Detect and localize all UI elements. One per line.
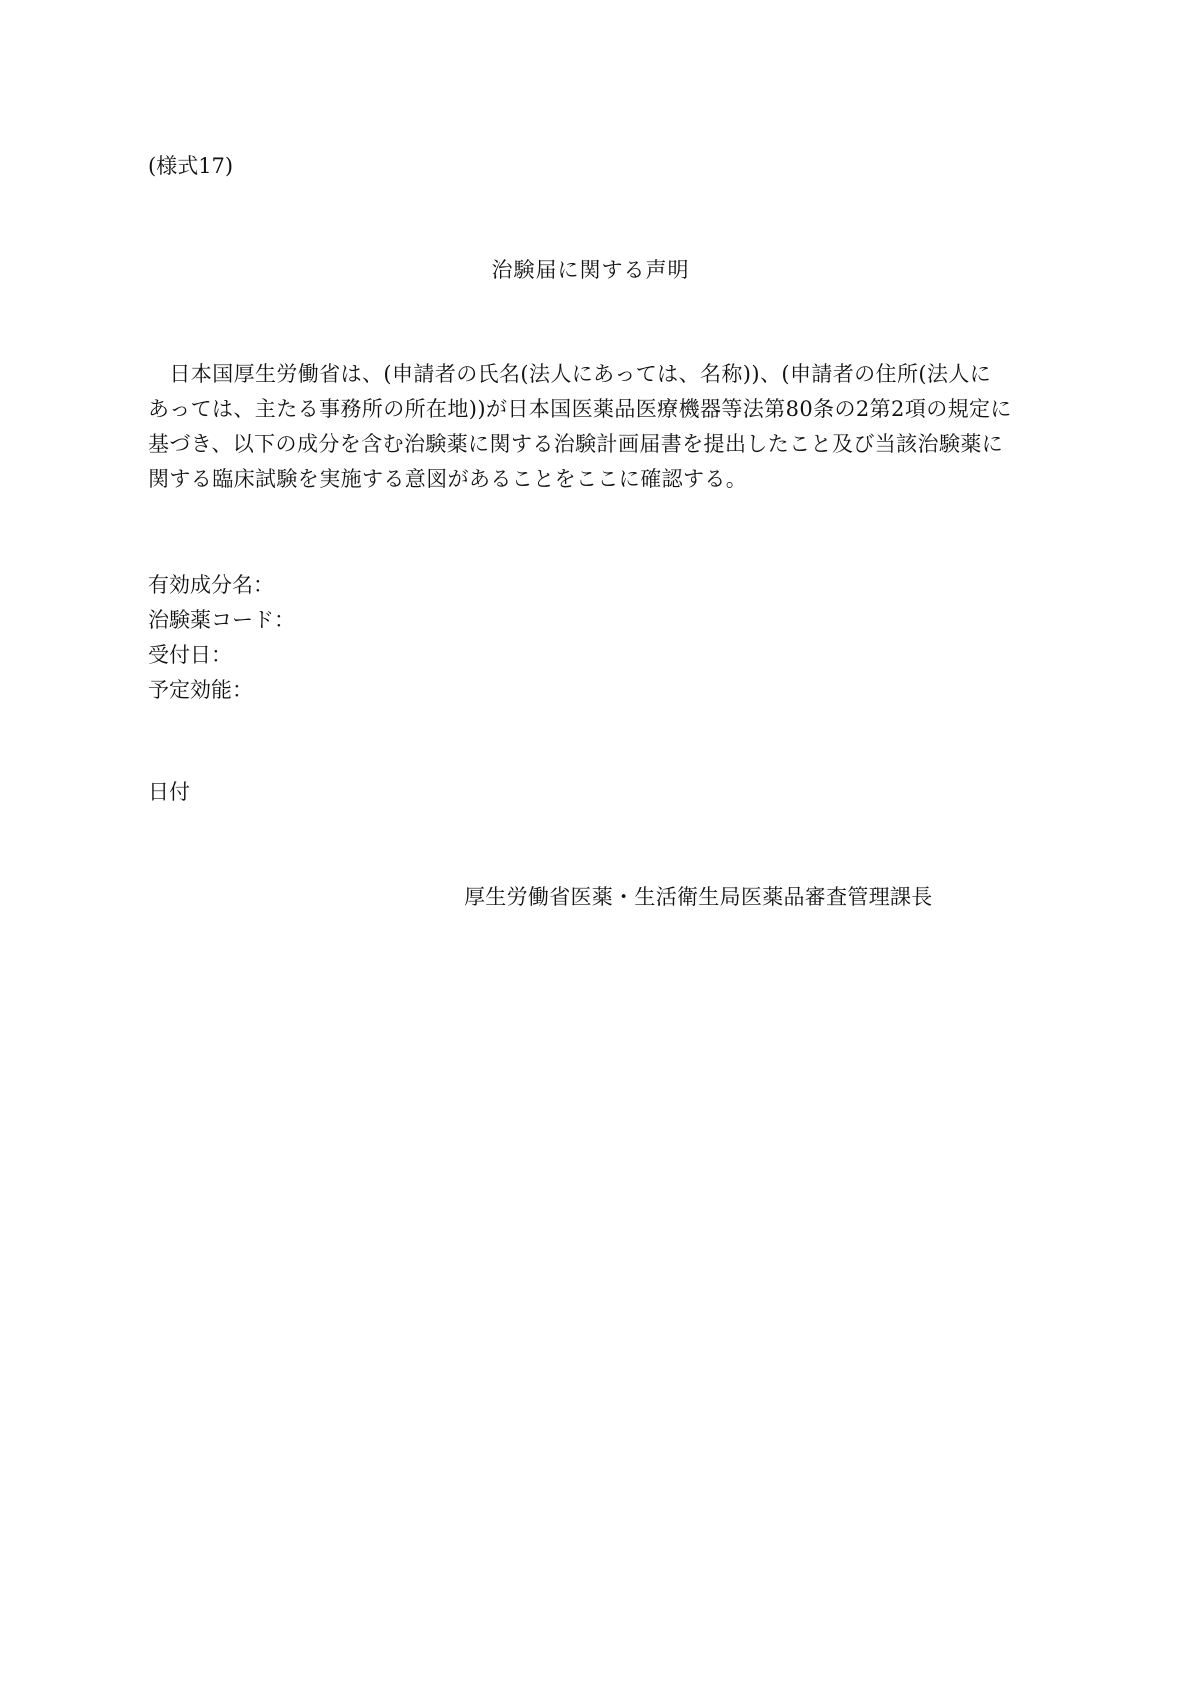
field-indication: 予定効能： — [148, 678, 253, 702]
statement-paragraph — [148, 357, 1048, 497]
statement-line: 関する臨床試験を実施する意図があることをここに確認する。 — [148, 467, 748, 491]
document-title: 治験届に関する声明 — [491, 258, 690, 282]
drug-info-fields — [148, 568, 295, 708]
statement-line: 日本国厚生労働省は、(申請者の氏名(法人にあっては、名称))、(申請者の住所(法人に — [148, 362, 992, 386]
statement-line: あっては、主たる事務所の所在地))が日本国医薬品医療機器等法第80条の2第2項の規定に — [148, 397, 1012, 421]
field-drug-code: 治験薬コード： — [148, 608, 295, 632]
signatory-title: 厚生労働省医薬・生活衛生局医薬品審査管理課長 — [464, 885, 933, 909]
date-label: 日付 — [148, 780, 190, 804]
field-active-ingredient: 有効成分名： — [148, 573, 274, 597]
statement-line: 基づき、以下の成分を含む治験薬に関する治験計画届書を提出したこと及び当該治験薬に — [148, 432, 1004, 456]
form-number-label: (様式17) — [148, 154, 234, 178]
field-receipt-date: 受付日： — [148, 643, 232, 667]
